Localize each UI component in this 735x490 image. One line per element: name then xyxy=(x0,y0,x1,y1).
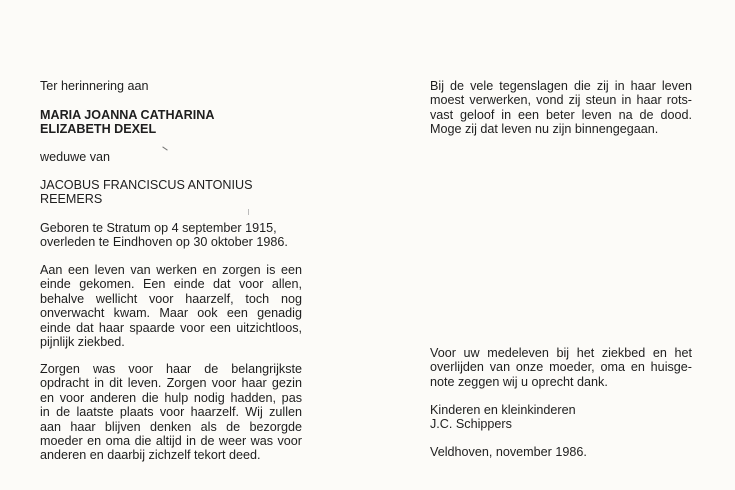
place-date xyxy=(430,445,692,459)
husband-name-line2: REEMERS xyxy=(40,192,103,207)
memorial-intro xyxy=(40,79,302,93)
left-p1-line: einde gekomen. Een einde dat voor allen, xyxy=(40,277,302,292)
left-p1-line: behalve wellicht voor haarzelf, toch nog xyxy=(40,291,302,306)
left-p1-line: einde dat haar spaarde voor een uitzichtloos, xyxy=(40,320,302,335)
deceased-name xyxy=(40,108,302,137)
thanks-line: note zeggen wij u oprecht dank. xyxy=(430,374,608,389)
thanks-paragraph xyxy=(430,346,692,389)
left-paragraph-1 xyxy=(40,263,302,349)
place-date-text: Veldhoven, november 1986. xyxy=(430,445,587,459)
family-line1: Kinderen en kleinkinderen xyxy=(430,403,576,417)
left-p2-line: en voor anderen die hulp nodig hadden, pas xyxy=(40,390,302,405)
left-p1-line: pijnlijk ziekbed. xyxy=(40,335,125,350)
family-signature xyxy=(430,403,692,432)
right-p1-line: moest verwerken, vond zij steun in haar rots- xyxy=(430,93,692,108)
right-paragraph-1 xyxy=(430,79,692,137)
thanks-line: Voor uw medeleven bij het ziekbed en het xyxy=(430,346,692,360)
right-p1-line: vast geloof in een beter leven na de dood. xyxy=(430,107,692,122)
birth-death-dates xyxy=(40,221,302,250)
left-p2-line: anderen en daarbij zichzelf tekort deed. xyxy=(40,448,261,463)
left-p2-line: in de laatste plaats voor haarzelf. Wij zullen xyxy=(40,405,302,420)
deceased-name-line1: MARIA JOANNA CATHARINA xyxy=(40,108,215,122)
intro-text: Ter herinnering aan xyxy=(40,79,149,93)
widow-of xyxy=(40,150,302,164)
husband-name-line1: JACOBUS FRANCISCUS ANTONIUS xyxy=(40,178,253,192)
left-paragraph-2 xyxy=(40,362,302,463)
right-p1-line: Bij de vele tegenslagen die zij in haar leven xyxy=(430,79,692,93)
death-text: overleden te Eindhoven op 30 oktober 1986. xyxy=(40,235,288,250)
left-p1-line: onverwacht kwam. Maar ook een genadig xyxy=(40,306,302,321)
family-line2: J.C. Schippers xyxy=(430,417,512,432)
left-p2-line: opdracht in dit leven. Zorgen voor haar gezin xyxy=(40,376,302,391)
left-p2-line: Zorgen was voor haar de belangrijkste xyxy=(40,362,302,376)
husband-name xyxy=(40,178,302,207)
left-p2-line: moeder en oma die altijd in de weer was voor xyxy=(40,434,302,449)
thanks-line: overlijden van onze moeder, oma en huisge- xyxy=(430,360,692,375)
widow-of-text: weduwe van xyxy=(40,150,111,164)
print-speck xyxy=(248,209,249,215)
right-p1-line: Moge zij dat leven nu zijn binnengegaan. xyxy=(430,122,659,137)
left-p2-line: aan haar blijven denken als de bezorgde xyxy=(40,419,302,434)
birth-text: Geboren te Stratum op 4 september 1915, xyxy=(40,221,277,235)
deceased-name-line2: ELIZABETH DEXEL xyxy=(40,122,157,137)
left-p1-line: Aan een leven van werken en zorgen is een xyxy=(40,263,302,277)
